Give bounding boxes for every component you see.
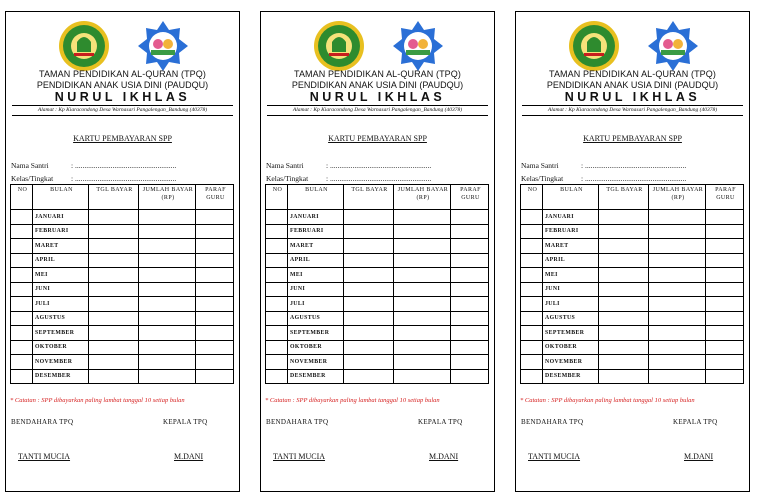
row-month: MEI	[288, 268, 344, 283]
row-amount	[139, 355, 196, 370]
row-month: JULI	[288, 297, 344, 312]
table-row	[521, 297, 744, 312]
row-teacher-initial	[451, 282, 489, 297]
row-teacher-initial	[451, 239, 489, 254]
row-month: APRIL	[543, 253, 599, 268]
row-teacher-initial	[196, 355, 234, 370]
row-teacher-initial	[706, 224, 744, 239]
row-amount	[394, 340, 451, 355]
table-row	[11, 210, 234, 225]
row-pay-date	[599, 210, 649, 225]
table-row	[521, 326, 744, 341]
row-no	[521, 369, 543, 384]
row-amount	[394, 268, 451, 283]
row-pay-date	[89, 311, 139, 326]
row-no	[266, 355, 288, 370]
row-teacher-initial	[196, 210, 234, 225]
row-amount	[649, 282, 706, 297]
class-level-value: : ......................................................	[71, 174, 177, 183]
row-amount	[139, 282, 196, 297]
row-no	[266, 282, 288, 297]
payment-note: * Catatan : SPP dibayarkan paling lambat tanggal 10 setiap bulan	[265, 397, 440, 404]
row-teacher-initial	[451, 210, 489, 225]
school-line-2: PENDIDIKAN ANAK USIA DINI (PAUDQU)	[291, 80, 464, 90]
row-teacher-initial	[706, 268, 744, 283]
row-amount	[649, 369, 706, 384]
row-pay-date	[344, 297, 394, 312]
row-pay-date	[599, 297, 649, 312]
row-month: MARET	[543, 239, 599, 254]
row-month: SEPTEMBER	[288, 326, 344, 341]
payment-table	[265, 184, 489, 384]
table-row	[521, 311, 744, 326]
row-teacher-initial	[451, 369, 489, 384]
table-row	[11, 224, 234, 239]
student-name-field	[266, 161, 431, 170]
row-no	[266, 297, 288, 312]
table-row	[521, 210, 744, 225]
tpq-logo-icon	[313, 20, 365, 72]
row-teacher-initial	[196, 340, 234, 355]
row-amount	[394, 224, 451, 239]
row-month: JULI	[33, 297, 89, 312]
row-pay-date	[344, 311, 394, 326]
treasurer-role: BENDAHARA TPQ	[521, 418, 584, 426]
paud-logo-icon	[647, 20, 699, 72]
header-amount: JUMLAH BAYAR (RP)	[394, 185, 451, 210]
logo-row	[261, 20, 494, 76]
header-pay-date: TGL BAYAR	[89, 185, 139, 210]
row-month: FEBRUARI	[288, 224, 344, 239]
head-name: M.DANI	[684, 452, 714, 461]
row-month: OKTOBER	[543, 340, 599, 355]
row-month: JUNI	[288, 282, 344, 297]
table-row	[521, 355, 744, 370]
row-amount	[139, 253, 196, 268]
row-month: MARET	[33, 239, 89, 254]
row-no	[11, 311, 33, 326]
treasurer-role: BENDAHARA TPQ	[11, 418, 74, 426]
paud-logo-icon	[392, 20, 444, 72]
school-address: Alamat : Kp Kiaracondong Desa Warnasari Pangalengan_Bandung (40378)	[522, 105, 743, 116]
row-teacher-initial	[706, 253, 744, 268]
row-no	[521, 311, 543, 326]
payment-note: * Catatan : SPP dibayarkan paling lambat tanggal 10 setiap bulan	[10, 397, 185, 404]
class-level-value: : ......................................................	[326, 174, 432, 183]
row-teacher-initial	[706, 210, 744, 225]
row-teacher-initial	[196, 297, 234, 312]
row-month: SEPTEMBER	[543, 326, 599, 341]
row-amount	[394, 282, 451, 297]
spp-card-3	[515, 11, 750, 492]
row-amount	[139, 268, 196, 283]
row-amount	[649, 268, 706, 283]
row-amount	[649, 253, 706, 268]
row-teacher-initial	[706, 355, 744, 370]
head-role: KEPALA TPQ	[163, 418, 208, 426]
table-row	[266, 253, 489, 268]
head-name: M.DANI	[174, 452, 204, 461]
row-teacher-initial	[706, 282, 744, 297]
payment-table	[10, 184, 234, 384]
row-teacher-initial	[196, 369, 234, 384]
row-month: JANUARI	[543, 210, 599, 225]
row-pay-date	[599, 224, 649, 239]
row-teacher-initial	[451, 311, 489, 326]
row-pay-date	[599, 311, 649, 326]
row-no	[266, 369, 288, 384]
row-month: DESEMBER	[288, 369, 344, 384]
tpq-logo-icon	[58, 20, 110, 72]
row-teacher-initial	[706, 326, 744, 341]
row-pay-date	[344, 355, 394, 370]
spp-card-2	[260, 11, 495, 492]
table-row	[266, 355, 489, 370]
row-amount	[649, 340, 706, 355]
header-amount: JUMLAH BAYAR (RP)	[139, 185, 196, 210]
row-month: DESEMBER	[543, 369, 599, 384]
row-no	[266, 210, 288, 225]
row-month: FEBRUARI	[543, 224, 599, 239]
row-teacher-initial	[196, 326, 234, 341]
student-name-label: Nama Santri	[11, 161, 49, 170]
row-amount	[139, 224, 196, 239]
header-teacher-initial: PARAF GURU	[706, 185, 744, 210]
header-no: NO	[521, 185, 543, 210]
row-pay-date	[344, 326, 394, 341]
row-amount	[394, 297, 451, 312]
row-no	[11, 239, 33, 254]
row-pay-date	[344, 210, 394, 225]
row-teacher-initial	[196, 268, 234, 283]
row-month: JULI	[543, 297, 599, 312]
table-row	[521, 369, 744, 384]
row-pay-date	[89, 224, 139, 239]
row-teacher-initial	[196, 282, 234, 297]
student-name-value: : ......................................................	[581, 161, 687, 170]
row-month: JANUARI	[288, 210, 344, 225]
table-header-row	[11, 185, 234, 210]
row-teacher-initial	[451, 326, 489, 341]
table-row	[11, 253, 234, 268]
table-row	[11, 369, 234, 384]
row-teacher-initial	[706, 297, 744, 312]
row-pay-date	[599, 326, 649, 341]
row-month: NOVEMBER	[33, 355, 89, 370]
row-teacher-initial	[706, 340, 744, 355]
row-amount	[139, 311, 196, 326]
class-level-field	[521, 174, 686, 183]
row-teacher-initial	[451, 340, 489, 355]
row-teacher-initial	[196, 311, 234, 326]
row-no	[521, 253, 543, 268]
header-pay-date: TGL BAYAR	[344, 185, 394, 210]
row-teacher-initial	[451, 268, 489, 283]
row-no	[11, 282, 33, 297]
treasurer-role: BENDAHARA TPQ	[266, 418, 329, 426]
table-row	[11, 311, 234, 326]
row-amount	[394, 311, 451, 326]
table-row	[11, 268, 234, 283]
row-no	[266, 239, 288, 254]
row-pay-date	[599, 268, 649, 283]
row-no	[11, 369, 33, 384]
table-row	[266, 239, 489, 254]
table-row	[266, 210, 489, 225]
row-amount	[139, 340, 196, 355]
row-amount	[139, 326, 196, 341]
head-name: M.DANI	[429, 452, 459, 461]
row-amount	[394, 253, 451, 268]
row-amount	[649, 210, 706, 225]
table-row	[521, 239, 744, 254]
table-row	[266, 297, 489, 312]
row-amount	[139, 297, 196, 312]
row-pay-date	[89, 326, 139, 341]
row-pay-date	[344, 340, 394, 355]
header-no: NO	[266, 185, 288, 210]
paud-logo-icon	[137, 20, 189, 72]
row-no	[11, 224, 33, 239]
row-month: NOVEMBER	[543, 355, 599, 370]
table-row	[521, 224, 744, 239]
table-row	[266, 326, 489, 341]
row-pay-date	[599, 340, 649, 355]
row-no	[521, 210, 543, 225]
row-teacher-initial	[451, 253, 489, 268]
row-teacher-initial	[196, 253, 234, 268]
logo-row	[6, 20, 239, 76]
row-pay-date	[344, 369, 394, 384]
row-pay-date	[344, 268, 394, 283]
class-level-field	[266, 174, 431, 183]
table-row	[521, 340, 744, 355]
row-amount	[139, 210, 196, 225]
treasurer-name: TANTI MUCIA	[18, 452, 71, 461]
card-title: KARTU PEMBAYARAN SPP	[583, 134, 682, 143]
row-month: JUNI	[33, 282, 89, 297]
header-month: BULAN	[288, 185, 344, 210]
header-no: NO	[11, 185, 33, 210]
logo-row	[516, 20, 749, 76]
row-teacher-initial	[196, 239, 234, 254]
row-pay-date	[599, 355, 649, 370]
row-month: AGUSTUS	[543, 311, 599, 326]
head-role: KEPALA TPQ	[673, 418, 718, 426]
school-line-2: PENDIDIKAN ANAK USIA DINI (PAUDQU)	[546, 80, 719, 90]
row-amount	[139, 239, 196, 254]
row-amount	[649, 326, 706, 341]
table-row	[521, 268, 744, 283]
tpq-logo-icon	[568, 20, 620, 72]
table-row	[11, 282, 234, 297]
head-role: KEPALA TPQ	[418, 418, 463, 426]
table-header-row	[521, 185, 744, 210]
row-no	[266, 268, 288, 283]
class-level-field	[11, 174, 176, 183]
row-amount	[649, 355, 706, 370]
row-amount	[649, 239, 706, 254]
row-pay-date	[599, 369, 649, 384]
row-month: AGUSTUS	[33, 311, 89, 326]
table-row	[11, 239, 234, 254]
header-month: BULAN	[543, 185, 599, 210]
row-month: DESEMBER	[33, 369, 89, 384]
table-row	[266, 268, 489, 283]
row-month: JANUARI	[33, 210, 89, 225]
payment-table	[520, 184, 744, 384]
row-pay-date	[344, 253, 394, 268]
school-name: NURUL IKHLAS	[564, 90, 701, 104]
student-name-label: Nama Santri	[266, 161, 304, 170]
row-month: NOVEMBER	[288, 355, 344, 370]
row-pay-date	[89, 340, 139, 355]
row-no	[266, 224, 288, 239]
row-pay-date	[89, 369, 139, 384]
row-no	[266, 340, 288, 355]
class-level-label: Kelas/Tingkat	[266, 174, 309, 183]
row-no	[11, 326, 33, 341]
table-row	[521, 253, 744, 268]
table-row	[11, 326, 234, 341]
school-address: Alamat : Kp Kiaracondong Desa Warnasari Pangalengan_Bandung (40378)	[12, 105, 233, 116]
school-name: NURUL IKHLAS	[309, 90, 446, 104]
row-month: FEBRUARI	[33, 224, 89, 239]
row-no	[11, 253, 33, 268]
school-line-1: TAMAN PENDIDIKAN AL-QURAN (TPQ)	[294, 69, 461, 79]
row-pay-date	[344, 282, 394, 297]
table-row	[11, 340, 234, 355]
table-row	[11, 355, 234, 370]
class-level-label: Kelas/Tingkat	[521, 174, 564, 183]
row-no	[11, 210, 33, 225]
row-amount	[394, 369, 451, 384]
row-pay-date	[599, 253, 649, 268]
row-pay-date	[89, 282, 139, 297]
row-month: APRIL	[33, 253, 89, 268]
header-month: BULAN	[33, 185, 89, 210]
student-name-value: : ......................................................	[326, 161, 432, 170]
table-row	[266, 311, 489, 326]
spp-card-1	[5, 11, 240, 492]
class-level-value: : ......................................................	[581, 174, 687, 183]
row-amount	[649, 224, 706, 239]
payment-note: * Catatan : SPP dibayarkan paling lambat tanggal 10 setiap bulan	[520, 397, 695, 404]
row-month: MEI	[543, 268, 599, 283]
row-teacher-initial	[451, 297, 489, 312]
row-amount	[394, 210, 451, 225]
table-row	[266, 282, 489, 297]
school-name: NURUL IKHLAS	[54, 90, 191, 104]
header-teacher-initial: PARAF GURU	[451, 185, 489, 210]
row-month: MARET	[288, 239, 344, 254]
row-no	[521, 268, 543, 283]
row-no	[521, 224, 543, 239]
row-month: JUNI	[543, 282, 599, 297]
row-pay-date	[599, 282, 649, 297]
row-amount	[139, 369, 196, 384]
card-title: KARTU PEMBAYARAN SPP	[73, 134, 172, 143]
row-no	[521, 297, 543, 312]
row-month: SEPTEMBER	[33, 326, 89, 341]
student-name-field	[11, 161, 176, 170]
row-no	[521, 239, 543, 254]
class-level-label: Kelas/Tingkat	[11, 174, 54, 183]
row-pay-date	[89, 239, 139, 254]
student-name-value: : ......................................................	[71, 161, 177, 170]
row-no	[266, 253, 288, 268]
card-title: KARTU PEMBAYARAN SPP	[328, 134, 427, 143]
row-teacher-initial	[451, 355, 489, 370]
row-pay-date	[89, 268, 139, 283]
row-teacher-initial	[706, 311, 744, 326]
row-pay-date	[344, 239, 394, 254]
table-header-row	[266, 185, 489, 210]
school-line-2: PENDIDIKAN ANAK USIA DINI (PAUDQU)	[36, 80, 209, 90]
row-no	[521, 340, 543, 355]
row-month: AGUSTUS	[288, 311, 344, 326]
treasurer-name: TANTI MUCIA	[273, 452, 326, 461]
row-month: OKTOBER	[288, 340, 344, 355]
header-teacher-initial: PARAF GURU	[196, 185, 234, 210]
table-row	[266, 369, 489, 384]
row-pay-date	[89, 210, 139, 225]
row-amount	[394, 355, 451, 370]
row-pay-date	[89, 253, 139, 268]
row-no	[11, 268, 33, 283]
row-teacher-initial	[196, 224, 234, 239]
row-pay-date	[344, 224, 394, 239]
row-amount	[649, 297, 706, 312]
treasurer-name: TANTI MUCIA	[528, 452, 581, 461]
student-name-field	[521, 161, 686, 170]
header-amount: JUMLAH BAYAR (RP)	[649, 185, 706, 210]
header-pay-date: TGL BAYAR	[599, 185, 649, 210]
row-teacher-initial	[706, 239, 744, 254]
row-month: APRIL	[288, 253, 344, 268]
row-amount	[394, 239, 451, 254]
row-no	[11, 297, 33, 312]
row-pay-date	[89, 355, 139, 370]
table-row	[521, 282, 744, 297]
row-pay-date	[599, 239, 649, 254]
student-name-label: Nama Santri	[521, 161, 559, 170]
row-teacher-initial	[451, 224, 489, 239]
row-pay-date	[89, 297, 139, 312]
row-amount	[649, 311, 706, 326]
row-no	[11, 355, 33, 370]
row-teacher-initial	[706, 369, 744, 384]
row-no	[521, 326, 543, 341]
row-no	[521, 355, 543, 370]
row-month: MEI	[33, 268, 89, 283]
school-line-1: TAMAN PENDIDIKAN AL-QURAN (TPQ)	[549, 69, 716, 79]
row-month: OKTOBER	[33, 340, 89, 355]
table-row	[266, 224, 489, 239]
row-no	[266, 326, 288, 341]
row-no	[11, 340, 33, 355]
school-line-1: TAMAN PENDIDIKAN AL-QURAN (TPQ)	[39, 69, 206, 79]
table-row	[11, 297, 234, 312]
row-no	[521, 282, 543, 297]
row-amount	[394, 326, 451, 341]
table-row	[266, 340, 489, 355]
row-no	[266, 311, 288, 326]
school-address: Alamat : Kp Kiaracondong Desa Warnasari Pangalengan_Bandung (40378)	[267, 105, 488, 116]
